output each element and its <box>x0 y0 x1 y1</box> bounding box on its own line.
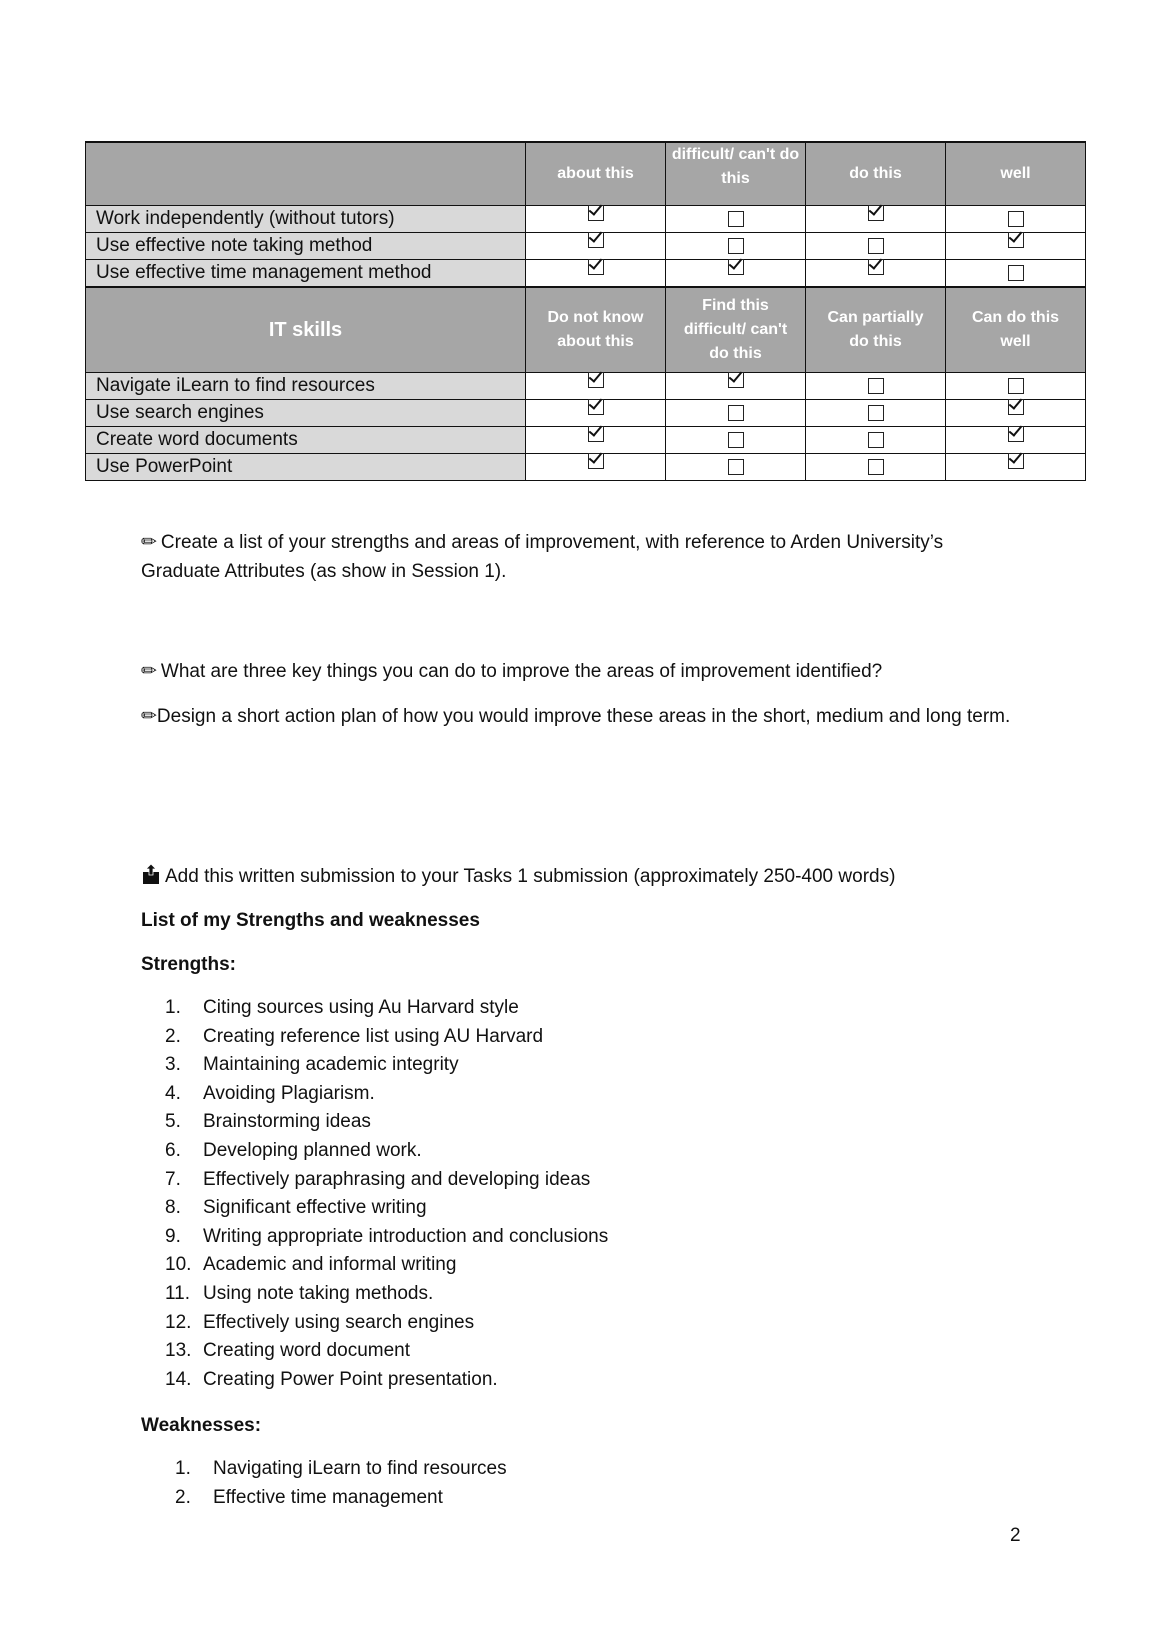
list-item-number: 14. <box>165 1368 192 1390</box>
list-item-text: Navigating iLearn to find resources <box>213 1458 507 1479</box>
checkbox-cell <box>666 400 806 427</box>
strengths-list <box>165 994 608 1394</box>
list-item-number: 2. <box>175 1486 191 1508</box>
empty-box-icon <box>728 459 744 475</box>
list-item-number: 5. <box>165 1111 181 1133</box>
column-header: Can partially do this <box>806 287 946 373</box>
checked-box-icon <box>728 259 744 275</box>
page-number: 2 <box>1010 1525 1021 1546</box>
checkbox-cell <box>806 454 946 481</box>
table-row <box>86 400 1086 427</box>
checked-box-icon <box>1008 453 1024 469</box>
list-item <box>165 1166 608 1195</box>
list-item-text: Creating word document <box>203 1340 410 1362</box>
table-row <box>86 454 1086 481</box>
list-heading: List of my Strengths and weaknesses <box>141 910 480 931</box>
list-item-text: Creating Power Point presentation. <box>203 1368 498 1390</box>
empty-box-icon <box>868 459 884 475</box>
submission-text: Add this written submission to your Tasks 1 submission (approximately 250-400 words) <box>165 866 896 887</box>
column-header: do this <box>806 142 946 206</box>
skill-label: Work independently (without tutors) <box>86 206 526 233</box>
empty-box-icon <box>868 378 884 394</box>
column-header: Can do this well <box>946 287 1086 373</box>
checked-box-icon <box>588 232 604 248</box>
checkbox-cell <box>806 373 946 400</box>
task1-instruction <box>141 528 1021 586</box>
pencil-icon: ✏ <box>141 661 157 682</box>
empty-box-icon <box>868 405 884 421</box>
checked-box-icon <box>588 205 604 221</box>
list-item-number: 12. <box>165 1311 192 1333</box>
list-item <box>165 1023 608 1052</box>
checked-box-icon <box>728 372 744 388</box>
skill-label: Use search engines <box>86 400 526 427</box>
table-header-row <box>86 142 1086 206</box>
empty-box-icon <box>728 405 744 421</box>
section-title-it-skills: IT skills <box>86 287 526 373</box>
list-item-text: Effectively using search engines <box>203 1311 475 1333</box>
list-item <box>165 1366 608 1395</box>
task2-text: What are three key things you can do to improve the areas of improvement identified? <box>160 661 883 682</box>
list-item-text: Citing sources using Au Harvard style <box>203 997 519 1018</box>
checked-box-icon <box>868 259 884 275</box>
task1-text: Create a list of your strengths and areas of improvement, with reference to Arden University’s Graduate Attributes (as show in Session 1). <box>141 532 944 582</box>
checkbox-cell <box>666 454 806 481</box>
skill-label: Use effective note taking method <box>86 233 526 260</box>
list-item <box>175 1455 507 1484</box>
checkbox-cell <box>946 454 1086 481</box>
list-item-text: Effectively paraphrasing and developing ideas <box>203 1168 591 1190</box>
list-item-number: 3. <box>165 1054 181 1076</box>
list-item-number: 1. <box>175 1458 191 1479</box>
checkbox-cell <box>946 260 1086 288</box>
checked-box-icon <box>588 399 604 415</box>
skill-label: Use effective time management method <box>86 260 526 288</box>
weaknesses-heading: Weaknesses: <box>141 1415 262 1436</box>
table-row <box>86 260 1086 288</box>
list-item <box>165 1108 608 1137</box>
checkbox-cell <box>806 400 946 427</box>
checked-box-icon <box>588 426 604 442</box>
list-item <box>165 1280 608 1309</box>
list-item-text: Creating reference list using AU Harvard <box>203 1025 544 1047</box>
pencil-icon: ✏ <box>141 706 157 727</box>
checkbox-cell <box>666 206 806 233</box>
table-row <box>86 373 1086 400</box>
list-item <box>165 1194 608 1223</box>
skill-label: Use PowerPoint <box>86 454 526 481</box>
checked-box-icon <box>588 372 604 388</box>
empty-box-icon <box>728 238 744 254</box>
list-item-text: Developing planned work. <box>203 1139 422 1161</box>
list-item-text: Using note taking methods. <box>203 1282 434 1304</box>
task2-instruction <box>141 657 1021 686</box>
checked-box-icon <box>1008 426 1024 442</box>
skills-table <box>85 141 1086 481</box>
list-item <box>165 1080 608 1109</box>
checkbox-cell <box>666 373 806 400</box>
list-item-text: Avoiding Plagiarism. <box>203 1082 375 1104</box>
list-item-number: 7. <box>165 1168 181 1190</box>
list-item <box>165 1337 608 1366</box>
submission-instruction <box>141 862 1021 891</box>
checkbox-cell <box>806 260 946 288</box>
list-item <box>165 1309 608 1338</box>
skill-label: Navigate iLearn to find resources <box>86 373 526 400</box>
checkbox-cell <box>526 454 666 481</box>
list-item <box>165 1223 608 1252</box>
checkbox-cell <box>666 427 806 454</box>
checked-box-icon <box>588 259 604 275</box>
strengths-heading: Strengths: <box>141 954 236 975</box>
list-item-number: 1. <box>165 997 181 1018</box>
checkbox-cell <box>806 427 946 454</box>
list-item-text: Writing appropriate introduction and conclusions <box>203 1225 609 1247</box>
empty-box-icon <box>728 211 744 227</box>
list-item-text: Significant effective writing <box>203 1197 427 1219</box>
list-item-number: 4. <box>165 1082 181 1104</box>
empty-box-icon <box>1008 211 1024 227</box>
list-item-text: Maintaining academic integrity <box>203 1054 459 1076</box>
checkbox-cell <box>526 260 666 288</box>
empty-box-icon <box>728 432 744 448</box>
table-header-row <box>86 287 1086 373</box>
checkbox-cell <box>666 260 806 288</box>
column-header: Do not know about this <box>526 287 666 373</box>
list-item-number: 9. <box>165 1225 181 1247</box>
empty-box-icon <box>1008 265 1024 281</box>
column-header: well <box>946 142 1086 206</box>
pencil-icon: ✏ <box>141 532 157 553</box>
column-header: difficult/ can't do this <box>666 142 806 206</box>
table-row <box>86 427 1086 454</box>
list-item <box>165 994 608 1023</box>
skills-table-body <box>86 142 1086 481</box>
checkbox-cell <box>946 233 1086 260</box>
list-item-text: Effective time management <box>213 1486 443 1508</box>
list-item <box>175 1484 507 1513</box>
weaknesses-list <box>175 1455 507 1512</box>
list-item <box>165 1251 608 1280</box>
checked-box-icon <box>1008 399 1024 415</box>
list-item-number: 13. <box>165 1340 192 1362</box>
list-item-number: 10. <box>165 1254 192 1276</box>
list-item-number: 2. <box>165 1025 181 1047</box>
empty-box-icon <box>868 238 884 254</box>
upload-box-icon <box>141 863 161 885</box>
empty-box-icon <box>868 432 884 448</box>
task3-instruction <box>141 702 1021 731</box>
list-item <box>165 1051 608 1080</box>
list-item <box>165 1137 608 1166</box>
list-item-number: 6. <box>165 1139 181 1161</box>
skill-label: Create word documents <box>86 427 526 454</box>
list-item-text: Brainstorming ideas <box>203 1111 371 1133</box>
list-item-number: 11. <box>165 1282 191 1304</box>
column-header: Find this difficult/ can't do this <box>666 287 806 373</box>
empty-box-icon <box>1008 378 1024 394</box>
checkbox-cell <box>806 206 946 233</box>
checked-box-icon <box>1008 232 1024 248</box>
list-item-text: Academic and informal writing <box>203 1254 457 1276</box>
list-item-number: 8. <box>165 1197 181 1219</box>
task3-text: Design a short action plan of how you would improve these areas in the short, medium and long term. <box>156 706 1011 727</box>
table-row <box>86 206 1086 233</box>
table-row <box>86 233 1086 260</box>
checked-box-icon <box>868 205 884 221</box>
column-header: about this <box>526 142 666 206</box>
header-empty-cell <box>86 142 526 206</box>
checked-box-icon <box>588 453 604 469</box>
